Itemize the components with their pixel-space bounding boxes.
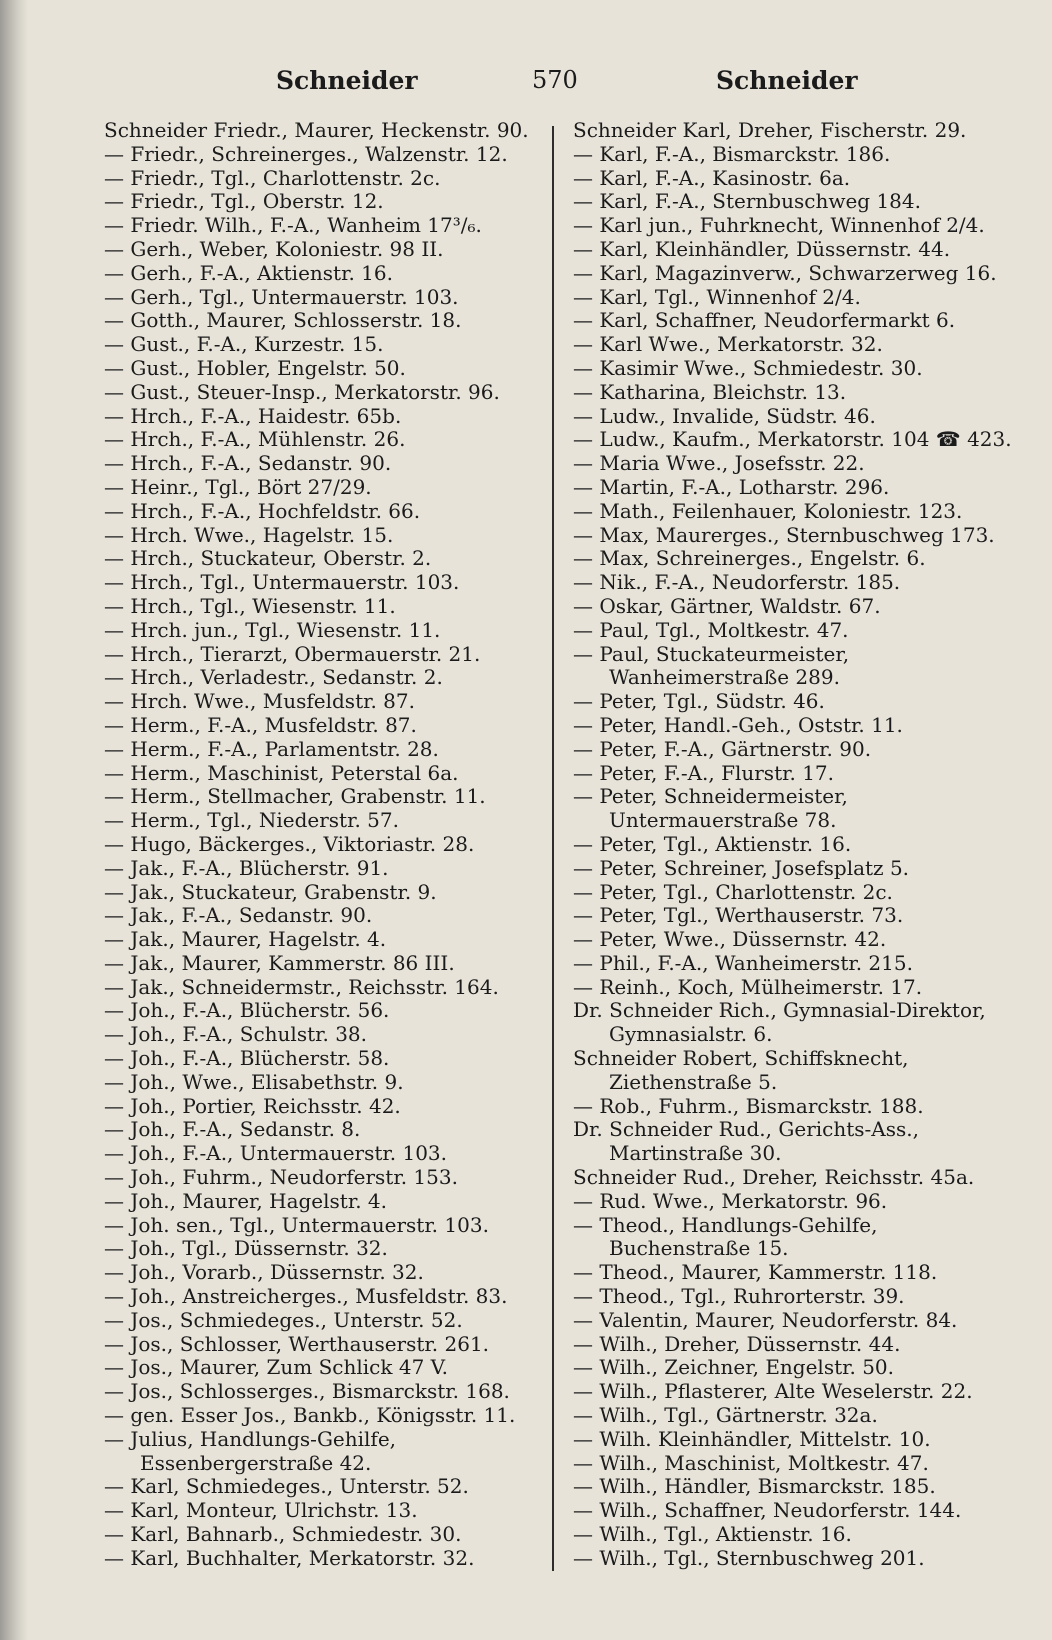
directory-entry: — Hrch., Stuckateur, Oberstr. 2. xyxy=(104,546,432,571)
directory-entry: — Gerh., F.-A., Aktienstr. 16. xyxy=(104,260,393,285)
directory-entry: — Jak., Maurer, Hagelstr. 4. xyxy=(104,927,387,952)
directory-entry: — Joh., F.-A., Untermauerstr. 103. xyxy=(104,1141,448,1166)
directory-entry: — Joh., Maurer, Hagelstr. 4. xyxy=(104,1188,387,1213)
directory-entry: — Hrch., F.-A., Haidestr. 65b. xyxy=(104,403,402,428)
directory-entry: — Heinr., Tgl., Bört 27/29. xyxy=(104,474,372,499)
directory-entry: — Ludw., Invalide, Südstr. 46. xyxy=(573,403,876,428)
directory-entry: — Gerh., Weber, Koloniestr. 98 II. xyxy=(104,236,444,261)
directory-entry: — Wilh., Pflasterer, Alte Weselerstr. 22. xyxy=(573,1379,973,1404)
directory-entry: — Karl, Buchhalter, Merkatorstr. 32. xyxy=(104,1545,475,1570)
directory-entry: — Reinh., Koch, Mülheimerstr. 17. xyxy=(573,974,923,999)
directory-entry: — Friedr., Tgl., Oberstr. 12. xyxy=(104,189,384,214)
page-header xyxy=(0,66,1052,102)
directory-entry: — Jak., Schneidermstr., Reichsstr. 164. xyxy=(104,974,499,999)
directory-entry: Dr. Schneider Rud., Gerichts-Ass., Martinstraße 30. xyxy=(573,1117,919,1166)
directory-entry: — Herm., F.-A., Parlamentstr. 28. xyxy=(104,736,439,761)
directory-entry: — Max, Maurerges., Sternbuschweg 173. xyxy=(573,522,995,547)
directory-entry: — Joh. sen., Tgl., Untermauerstr. 103. xyxy=(104,1212,489,1237)
directory-entry: — Wilh., Schaffner, Neudorferstr. 144. xyxy=(573,1498,962,1523)
directory-entry: — Herm., Tgl., Niederstr. 57. xyxy=(104,808,399,833)
directory-entry: — gen. Esser Jos., Bankb., Königsstr. 11. xyxy=(104,1403,516,1428)
directory-entry: — Martin, F.-A., Lotharstr. 296. xyxy=(573,474,890,499)
directory-entry: — Wilh., Tgl., Gärtnerstr. 32a. xyxy=(573,1403,878,1428)
directory-entry: — Herm., Maschinist, Peterstal 6a. xyxy=(104,760,459,785)
directory-entry: — Peter, Tgl., Aktienstr. 16. xyxy=(573,831,852,856)
directory-entry: — Jak., F.-A., Blücherstr. 91. xyxy=(104,855,389,880)
directory-entry: — Hrch. Wwe., Musfeldstr. 87. xyxy=(104,689,415,714)
directory-entry: — Kasimir Wwe., Schmiedestr. 30. xyxy=(573,355,923,380)
directory-entry: — Friedr. Wilh., F.-A., Wanheim 17³/₆. xyxy=(104,213,482,238)
directory-entry: — Gotth., Maurer, Schlosserstr. 18. xyxy=(104,308,462,333)
directory-entry: — Hrch., Verladestr., Sedanstr. 2. xyxy=(104,665,443,690)
directory-entry: — Jak., F.-A., Sedanstr. 90. xyxy=(104,903,373,928)
directory-entry: — Karl, Magazinverw., Schwarzerweg 16. xyxy=(573,260,997,285)
directory-entry: — Max, Schreinerges., Engelstr. 6. xyxy=(573,546,926,571)
directory-entry: — Hrch. Wwe., Hagelstr. 15. xyxy=(104,522,394,547)
directory-entry: — Hugo, Bäckerges., Viktoriastr. 28. xyxy=(104,831,475,856)
directory-entry: — Joh., Vorarb., Düssernstr. 32. xyxy=(104,1260,424,1285)
page-number: 570 xyxy=(532,66,578,94)
directory-entry: Schneider Friedr., Maurer, Heckenstr. 90. xyxy=(104,118,529,142)
directory-entry: — Karl, F.-A., Bismarckstr. 186. xyxy=(573,141,891,166)
directory-entry: — Oskar, Gärtner, Waldstr. 67. xyxy=(573,593,881,618)
directory-entry: — Phil., F.-A., Wanheimerstr. 215. xyxy=(573,950,913,975)
directory-entry: — Herm., F.-A., Musfeldstr. 87. xyxy=(104,712,417,737)
directory-entry: — Ludw., Kaufm., Merkatorstr. 104 ☎ 423. xyxy=(573,427,1012,452)
directory-entry: — Wilh., Zeichner, Engelstr. 50. xyxy=(573,1355,895,1380)
directory-entry: — Wilh., Maschinist, Moltkestr. 47. xyxy=(573,1450,929,1475)
directory-entry: — Katharina, Bleichstr. 13. xyxy=(573,379,847,404)
directory-entry: — Paul, Tgl., Moltkestr. 47. xyxy=(573,617,849,642)
directory-entry: — Hrch., Tgl., Wiesenstr. 11. xyxy=(104,593,396,618)
directory-entry: — Herm., Stellmacher, Grabenstr. 11. xyxy=(104,784,486,809)
directory-entry: — Karl jun., Fuhrknecht, Winnenhof 2/4. xyxy=(573,213,985,238)
column-divider xyxy=(552,126,554,1571)
directory-entry: — Joh., F.-A., Blücherstr. 56. xyxy=(104,998,390,1023)
directory-entry: — Peter, Schneidermeister, Untermauerstraße 78. xyxy=(573,784,848,833)
directory-entry: — Valentin, Maurer, Neudorferstr. 84. xyxy=(573,1307,958,1332)
directory-entry: — Karl, Schmiedeges., Unterstr. 52. xyxy=(104,1474,469,1499)
directory-entry: — Wilh., Tgl., Aktienstr. 16. xyxy=(573,1522,852,1547)
directory-entry: — Gerh., Tgl., Untermauerstr. 103. xyxy=(104,284,459,309)
directory-entry: — Rob., Fuhrm., Bismarckstr. 188. xyxy=(573,1093,924,1118)
directory-entry: — Jos., Schlosserges., Bismarckstr. 168. xyxy=(104,1379,510,1404)
directory-entry: — Karl, Tgl., Winnenhof 2/4. xyxy=(573,284,861,309)
directory-entry: — Theod., Maurer, Kammerstr. 118. xyxy=(573,1260,938,1285)
directory-entry: — Theod., Tgl., Ruhrorterstr. 39. xyxy=(573,1284,905,1309)
directory-entry: — Jos., Maurer, Zum Schlick 47 V. xyxy=(104,1355,448,1380)
directory-entry: — Peter, Tgl., Südstr. 46. xyxy=(573,689,825,714)
directory-entry: Schneider Rud., Dreher, Reichsstr. 45a. xyxy=(573,1165,975,1190)
directory-entry: — Joh., Fuhrm., Neudorferstr. 153. xyxy=(104,1165,458,1190)
directory-entry: — Peter, Wwe., Düssernstr. 42. xyxy=(573,927,887,952)
directory-entry: — Gust., Hobler, Engelstr. 50. xyxy=(104,355,406,380)
directory-entry: — Maria Wwe., Josefsstr. 22. xyxy=(573,451,865,476)
directory-entry: — Karl Wwe., Merkatorstr. 32. xyxy=(573,332,883,357)
directory-entry: — Peter, Handl.-Geh., Oststr. 11. xyxy=(573,712,903,737)
directory-entry: — Friedr., Tgl., Charlottenstr. 2c. xyxy=(104,165,441,190)
directory-entry: — Paul, Stuckateurmeister, Wanheimerstraße 289. xyxy=(573,641,850,690)
page-gutter xyxy=(0,0,28,1640)
directory-entry: Schneider Karl, Dreher, Fischerstr. 29. xyxy=(573,118,967,142)
directory-entry: — Hrch., Tierarzt, Obermauerstr. 21. xyxy=(104,641,481,666)
header-left-keyword: Schneider xyxy=(276,66,418,95)
directory-entry: — Joh., Wwe., Elisabethstr. 9. xyxy=(104,1069,404,1094)
directory-entry: — Hrch., Tgl., Untermauerstr. 103. xyxy=(104,570,460,595)
directory-entry: — Karl, F.-A., Sternbuschweg 184. xyxy=(573,189,921,214)
directory-entry: — Jak., Maurer, Kammerstr. 86 III. xyxy=(104,950,455,975)
directory-entry: — Hrch., F.-A., Sedanstr. 90. xyxy=(104,451,392,476)
directory-entry: — Peter, F.-A., Flurstr. 17. xyxy=(573,760,834,785)
header-right-keyword: Schneider xyxy=(716,66,858,95)
directory-entry: — Peter, Schreiner, Josefsplatz 5. xyxy=(573,855,910,880)
directory-entry: — Hrch., F.-A., Mühlenstr. 26. xyxy=(104,427,406,452)
directory-entry: — Jak., Stuckateur, Grabenstr. 9. xyxy=(104,879,437,904)
directory-entry: — Karl, Kleinhändler, Düssernstr. 44. xyxy=(573,236,951,261)
directory-entry: — Jos., Schmiedeges., Unterstr. 52. xyxy=(104,1307,463,1332)
directory-entry: — Karl, Schaffner, Neudorfermarkt 6. xyxy=(573,308,956,333)
directory-entry: — Rud. Wwe., Merkatorstr. 96. xyxy=(573,1188,888,1213)
directory-entry: — Peter, Tgl., Werthauserstr. 73. xyxy=(573,903,904,928)
directory-entry: — Peter, F.-A., Gärtnerstr. 90. xyxy=(573,736,872,761)
directory-entry: — Joh., Anstreicherges., Musfeldstr. 83. xyxy=(104,1284,508,1309)
directory-entry: Dr. Schneider Rich., Gymnasial-Direktor, Gymnasialstr. 6. xyxy=(573,998,986,1047)
directory-entry: — Peter, Tgl., Charlottenstr. 2c. xyxy=(573,879,893,904)
left-column xyxy=(104,119,550,1571)
directory-entry: — Joh., F.-A., Sedanstr. 8. xyxy=(104,1117,361,1142)
directory-entry: — Wilh., Händler, Bismarckstr. 185. xyxy=(573,1474,936,1499)
directory-entry: — Theod., Handlungs-Gehilfe, Buchenstraße 15. xyxy=(573,1212,878,1261)
directory-entry: — Friedr., Schreinerges., Walzenstr. 12. xyxy=(104,141,508,166)
directory-entry: — Hrch., F.-A., Hochfeldstr. 66. xyxy=(104,498,421,523)
directory-entry: — Joh., F.-A., Schulstr. 38. xyxy=(104,1022,368,1047)
directory-entry: — Julius, Handlungs-Gehilfe, Essenbergerstraße 42. xyxy=(104,1426,397,1475)
directory-entry: — Hrch. jun., Tgl., Wiesenstr. 11. xyxy=(104,617,441,642)
directory-entry: — Karl, Bahnarb., Schmiedestr. 30. xyxy=(104,1522,462,1547)
directory-entry: — Karl, Monteur, Ulrichstr. 13. xyxy=(104,1498,418,1523)
directory-entry: — Joh., Portier, Reichsstr. 42. xyxy=(104,1093,401,1118)
directory-entry: — Wilh., Dreher, Düssernstr. 44. xyxy=(573,1331,901,1356)
directory-entry: — Math., Feilenhauer, Koloniestr. 123. xyxy=(573,498,963,523)
directory-entry: — Joh., Tgl., Düssernstr. 32. xyxy=(104,1236,388,1261)
directory-entry: Schneider Robert, Schiffsknecht, Ziethenstraße 5. xyxy=(573,1046,909,1094)
directory-entry: — Gust., F.-A., Kurzestr. 15. xyxy=(104,332,384,357)
directory-entry: — Gust., Steuer-Insp., Merkatorstr. 96. xyxy=(104,379,500,404)
directory-entry: — Joh., F.-A., Blücherstr. 58. xyxy=(104,1046,390,1071)
right-column xyxy=(573,119,1013,1571)
directory-entry: — Wilh., Tgl., Sternbuschweg 201. xyxy=(573,1545,925,1570)
directory-entry: — Wilh. Kleinhändler, Mittelstr. 10. xyxy=(573,1426,931,1451)
directory-entry: — Karl, F.-A., Kasinostr. 6a. xyxy=(573,165,851,190)
directory-entry: — Jos., Schlosser, Werthauserstr. 261. xyxy=(104,1331,490,1356)
directory-entry: — Nik., F.-A., Neudorferstr. 185. xyxy=(573,570,901,595)
